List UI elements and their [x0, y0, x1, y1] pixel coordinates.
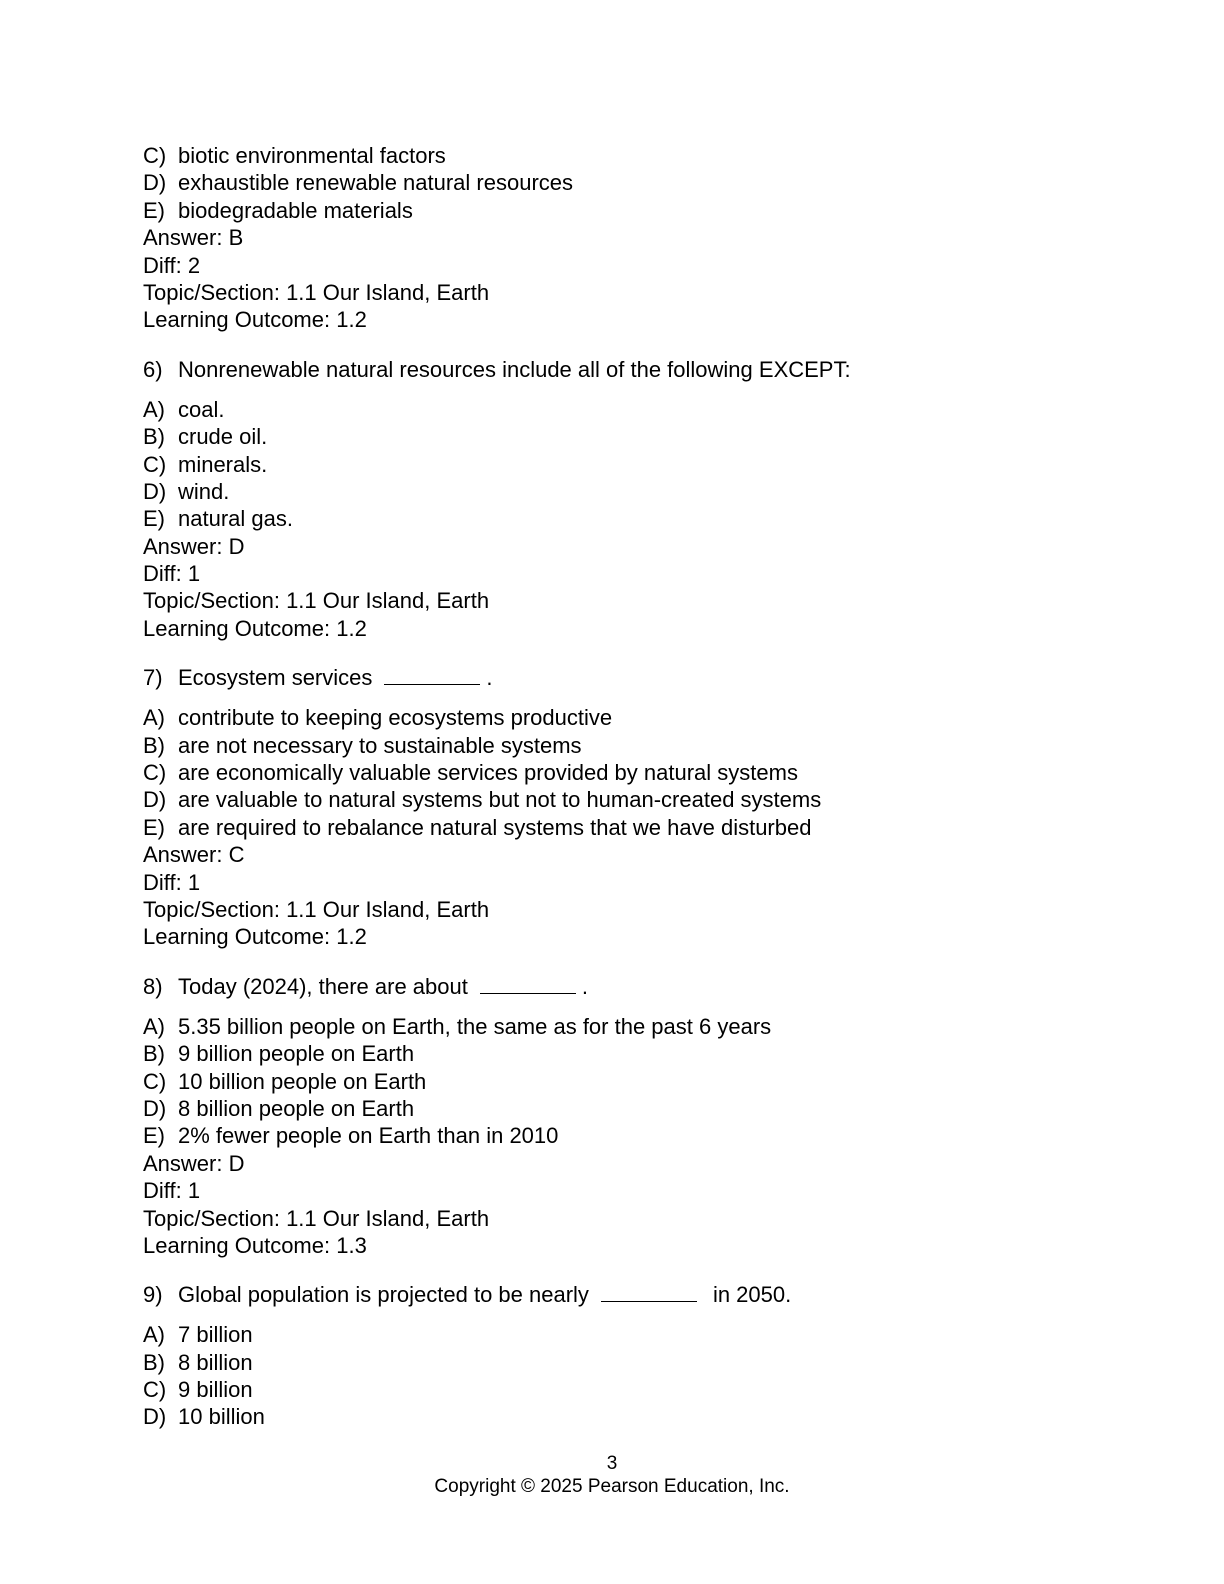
difficulty: Diff: 2: [143, 252, 201, 278]
option-text: 10 billion people on Earth: [178, 1068, 427, 1094]
option-letter: E): [143, 506, 165, 532]
page-number: 3: [606, 1453, 618, 1474]
question-9: [143, 1259, 1103, 1431]
option-a: [143, 1321, 1103, 1348]
topic-section: Topic/Section: 1.1 Our Island, Earth: [143, 279, 490, 305]
option-text: 9 billion people on Earth: [178, 1041, 415, 1067]
option-letter: E): [143, 814, 165, 840]
option-letter: B): [143, 1041, 165, 1067]
option-text: 9 billion: [178, 1377, 253, 1403]
option-text: 7 billion: [178, 1322, 253, 1348]
option-text: 5.35 billion people on Earth, the same as for the past 6 years: [178, 1013, 772, 1039]
option-d: [143, 786, 1103, 813]
question-number: 9): [143, 1282, 163, 1308]
option-c: [143, 1068, 1103, 1095]
question-stem: [143, 973, 1103, 1001]
topic-section: Topic/Section: 1.1 Our Island, Earth: [143, 896, 490, 922]
option-letter: D): [143, 787, 167, 813]
option-a: [143, 704, 1103, 731]
option-letter: C): [143, 451, 167, 477]
question-stem: [143, 664, 1103, 692]
answer: Answer: D: [143, 1150, 245, 1176]
question-text-end: .: [581, 973, 588, 999]
option-text: minerals.: [178, 451, 268, 477]
option-letter: C): [143, 143, 167, 168]
option-text: exhaustible renewable natural resources: [178, 170, 574, 196]
option-text: natural gas.: [178, 506, 293, 532]
option-letter: B): [143, 424, 165, 450]
question-text: Nonrenewable natural resources include all of the following EXCEPT:: [178, 356, 851, 382]
option-e: [143, 814, 1103, 841]
difficulty: Diff: 1: [143, 561, 201, 587]
difficulty: Diff: 1: [143, 1178, 201, 1204]
option-b: [143, 1040, 1103, 1067]
option-letter: E): [143, 197, 165, 223]
option-text: coal.: [178, 396, 225, 422]
question-text: Global population is projected to be nearly: [178, 1282, 589, 1308]
option-text: are economically valuable services provided by natural systems: [178, 760, 798, 786]
topic-section: Topic/Section: 1.1 Our Island, Earth: [143, 588, 490, 614]
question-number: 6): [143, 356, 163, 382]
topic-section: Topic/Section: 1.1 Our Island, Earth: [143, 1205, 490, 1231]
option-letter: C): [143, 1377, 167, 1403]
question-list: [143, 142, 1103, 1431]
learning-outcome: Learning Outcome: 1.2: [143, 307, 367, 333]
option-text: 8 billion: [178, 1349, 253, 1375]
option-text: are not necessary to sustainable systems: [178, 732, 582, 758]
option-d: [143, 478, 1103, 505]
copyright-notice: Copyright © 2025 Pearson Education, Inc.: [434, 1476, 790, 1497]
option-e: [143, 197, 1103, 224]
answer: Answer: D: [143, 533, 245, 559]
option-text: wind.: [178, 478, 230, 504]
question-5-continued: [143, 142, 1103, 334]
question-number: 8): [143, 973, 163, 999]
option-text: 8 billion people on Earth: [178, 1095, 415, 1121]
option-letter: A): [143, 396, 165, 422]
option-b: [143, 423, 1103, 450]
option-e: [143, 505, 1103, 532]
answer-blank: [480, 975, 576, 994]
learning-outcome: Learning Outcome: 1.2: [143, 615, 367, 641]
question-7: [143, 642, 1103, 951]
option-text: are valuable to natural systems but not to human-created systems: [178, 787, 822, 813]
option-text: crude oil.: [178, 424, 268, 450]
option-letter: A): [143, 705, 165, 731]
question-text: Ecosystem services: [178, 665, 373, 691]
question-8: [143, 951, 1103, 1260]
option-text: contribute to keeping ecosystems productive: [178, 705, 613, 731]
option-letter: A): [143, 1322, 165, 1348]
option-a: [143, 396, 1103, 423]
option-letter: D): [143, 1095, 167, 1121]
answer: Answer: C: [143, 842, 245, 868]
option-letter: D): [143, 1404, 167, 1430]
option-letter: B): [143, 1349, 165, 1375]
question-stem: [143, 1281, 1103, 1309]
option-a: [143, 1013, 1103, 1040]
option-letter: D): [143, 478, 167, 504]
option-letter: C): [143, 760, 167, 786]
option-letter: A): [143, 1013, 165, 1039]
question-stem: [143, 356, 1103, 384]
option-letter: C): [143, 1068, 167, 1094]
option-c: [143, 451, 1103, 478]
option-text: are required to rebalance natural systems that we have disturbed: [178, 814, 812, 840]
option-b: [143, 1349, 1103, 1376]
question-number: 7): [143, 665, 163, 691]
question-6: [143, 334, 1103, 643]
question-text: Today (2024), there are about: [178, 973, 468, 999]
option-c: [143, 142, 1103, 169]
question-text-end: in 2050.: [712, 1282, 792, 1308]
answer-blank: [384, 666, 480, 685]
option-c: [143, 1376, 1103, 1403]
option-d: [143, 169, 1103, 196]
option-letter: B): [143, 732, 165, 758]
learning-outcome: Learning Outcome: 1.2: [143, 924, 367, 950]
option-letter: D): [143, 170, 167, 196]
learning-outcome: Learning Outcome: 1.3: [143, 1232, 367, 1258]
option-text: 2% fewer people on Earth than in 2010: [178, 1123, 559, 1149]
option-d: [143, 1095, 1103, 1122]
answer: Answer: B: [143, 225, 244, 251]
option-letter: E): [143, 1123, 165, 1149]
difficulty: Diff: 1: [143, 869, 201, 895]
option-text: biodegradable materials: [178, 197, 413, 223]
option-b: [143, 732, 1103, 759]
option-e: [143, 1122, 1103, 1149]
option-text: 10 billion: [178, 1404, 265, 1430]
option-text: biotic environmental factors: [178, 143, 446, 168]
option-d: [143, 1403, 1103, 1430]
option-c: [143, 759, 1103, 786]
question-text-end: .: [486, 665, 493, 691]
answer-blank: [601, 1283, 697, 1302]
